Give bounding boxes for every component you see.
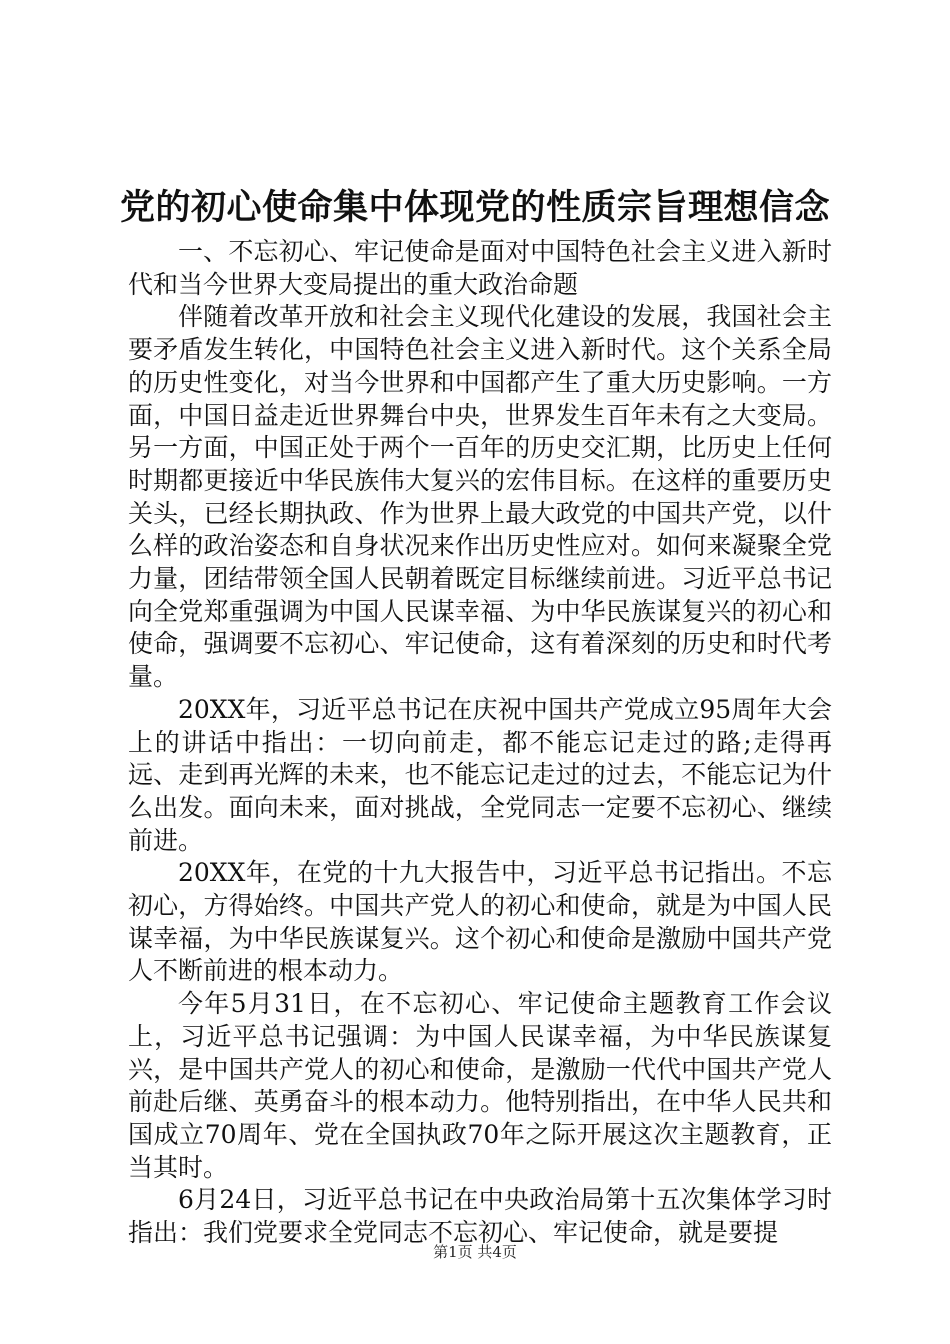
paragraph: 伴随着改革开放和社会主义现代化建设的发展，我国社会主要矛盾发生转化，中国特色社会主义进入新时代。这个关系全局的历史性变化，对当今世界和中国都产生了重大历史影响。一方面，中国日益走近世界舞台中央，世界发生百年未有之大变局。另一方面，中国正处于两个一百年的历史交汇期，比历史上任何时期都更接近中华民族伟大复兴的宏伟目标。在这样的重要历史关头，已经长期执政、作为世界上最大政党的中国共产党，以什么样的政治姿态和自身状况来作出历史性应对。如何来凝聚全党力量，团结带领全国人民朝着既定目标继续前进。习近平总书记向全党郑重强调为中国人民谋幸福、为中华民族谋复兴的初心和使命，强调要不忘初心、牢记使命，这有着深刻的历史和时代考量。: [128, 302, 832, 692]
paragraph: 20XX年，习近平总书记在庆祝中国共产党成立95周年大会上的讲话中指出：一切向前走，都不能忘记走过的路;走得再远、走到再光辉的未来，也不能忘记走过的过去，不能忘记为什么出发。面向未来，面对挑战，全党同志一定要不忘初心、继续前进。: [128, 694, 832, 855]
paragraph: 今年5月31日，在不忘初心、牢记使命主题教育工作会议上，习近平总书记强调：为中国人民谋幸福，为中华民族谋复兴，是中国共产党人的初心和使命，是激励一代代中国共产党人前赴后继、英勇奋斗的根本动力。他特别指出，在中华人民共和国成立70周年、党在全国执政70年之际开展这次主题教育，正当其时。: [128, 989, 832, 1182]
page-number-footer: 第1页 共4页: [433, 1243, 517, 1261]
paragraph: 6月24日，习近平总书记在中央政治局第十五次集体学习时指出：我们党要求全党同志不忘初心、牢记使命，就是要提: [128, 1185, 832, 1248]
paragraph: 20XX年，在党的十九大报告中，习近平总书记指出。不忘初心，方得始终。中国共产党人的初心和使命，就是为中国人民谋幸福，为中华民族谋复兴。这个初心和使命是激励中国共产党人不断前进的根本动力。: [128, 858, 832, 986]
document-title: 党的初心使命集中体现党的性质宗旨理想信念: [119, 187, 830, 228]
paragraph: 一、不忘初心、牢记使命是面对中国特色社会主义进入新时代和当今世界大变局提出的重大政治命题: [128, 237, 832, 299]
document-body: [128, 236, 832, 1250]
